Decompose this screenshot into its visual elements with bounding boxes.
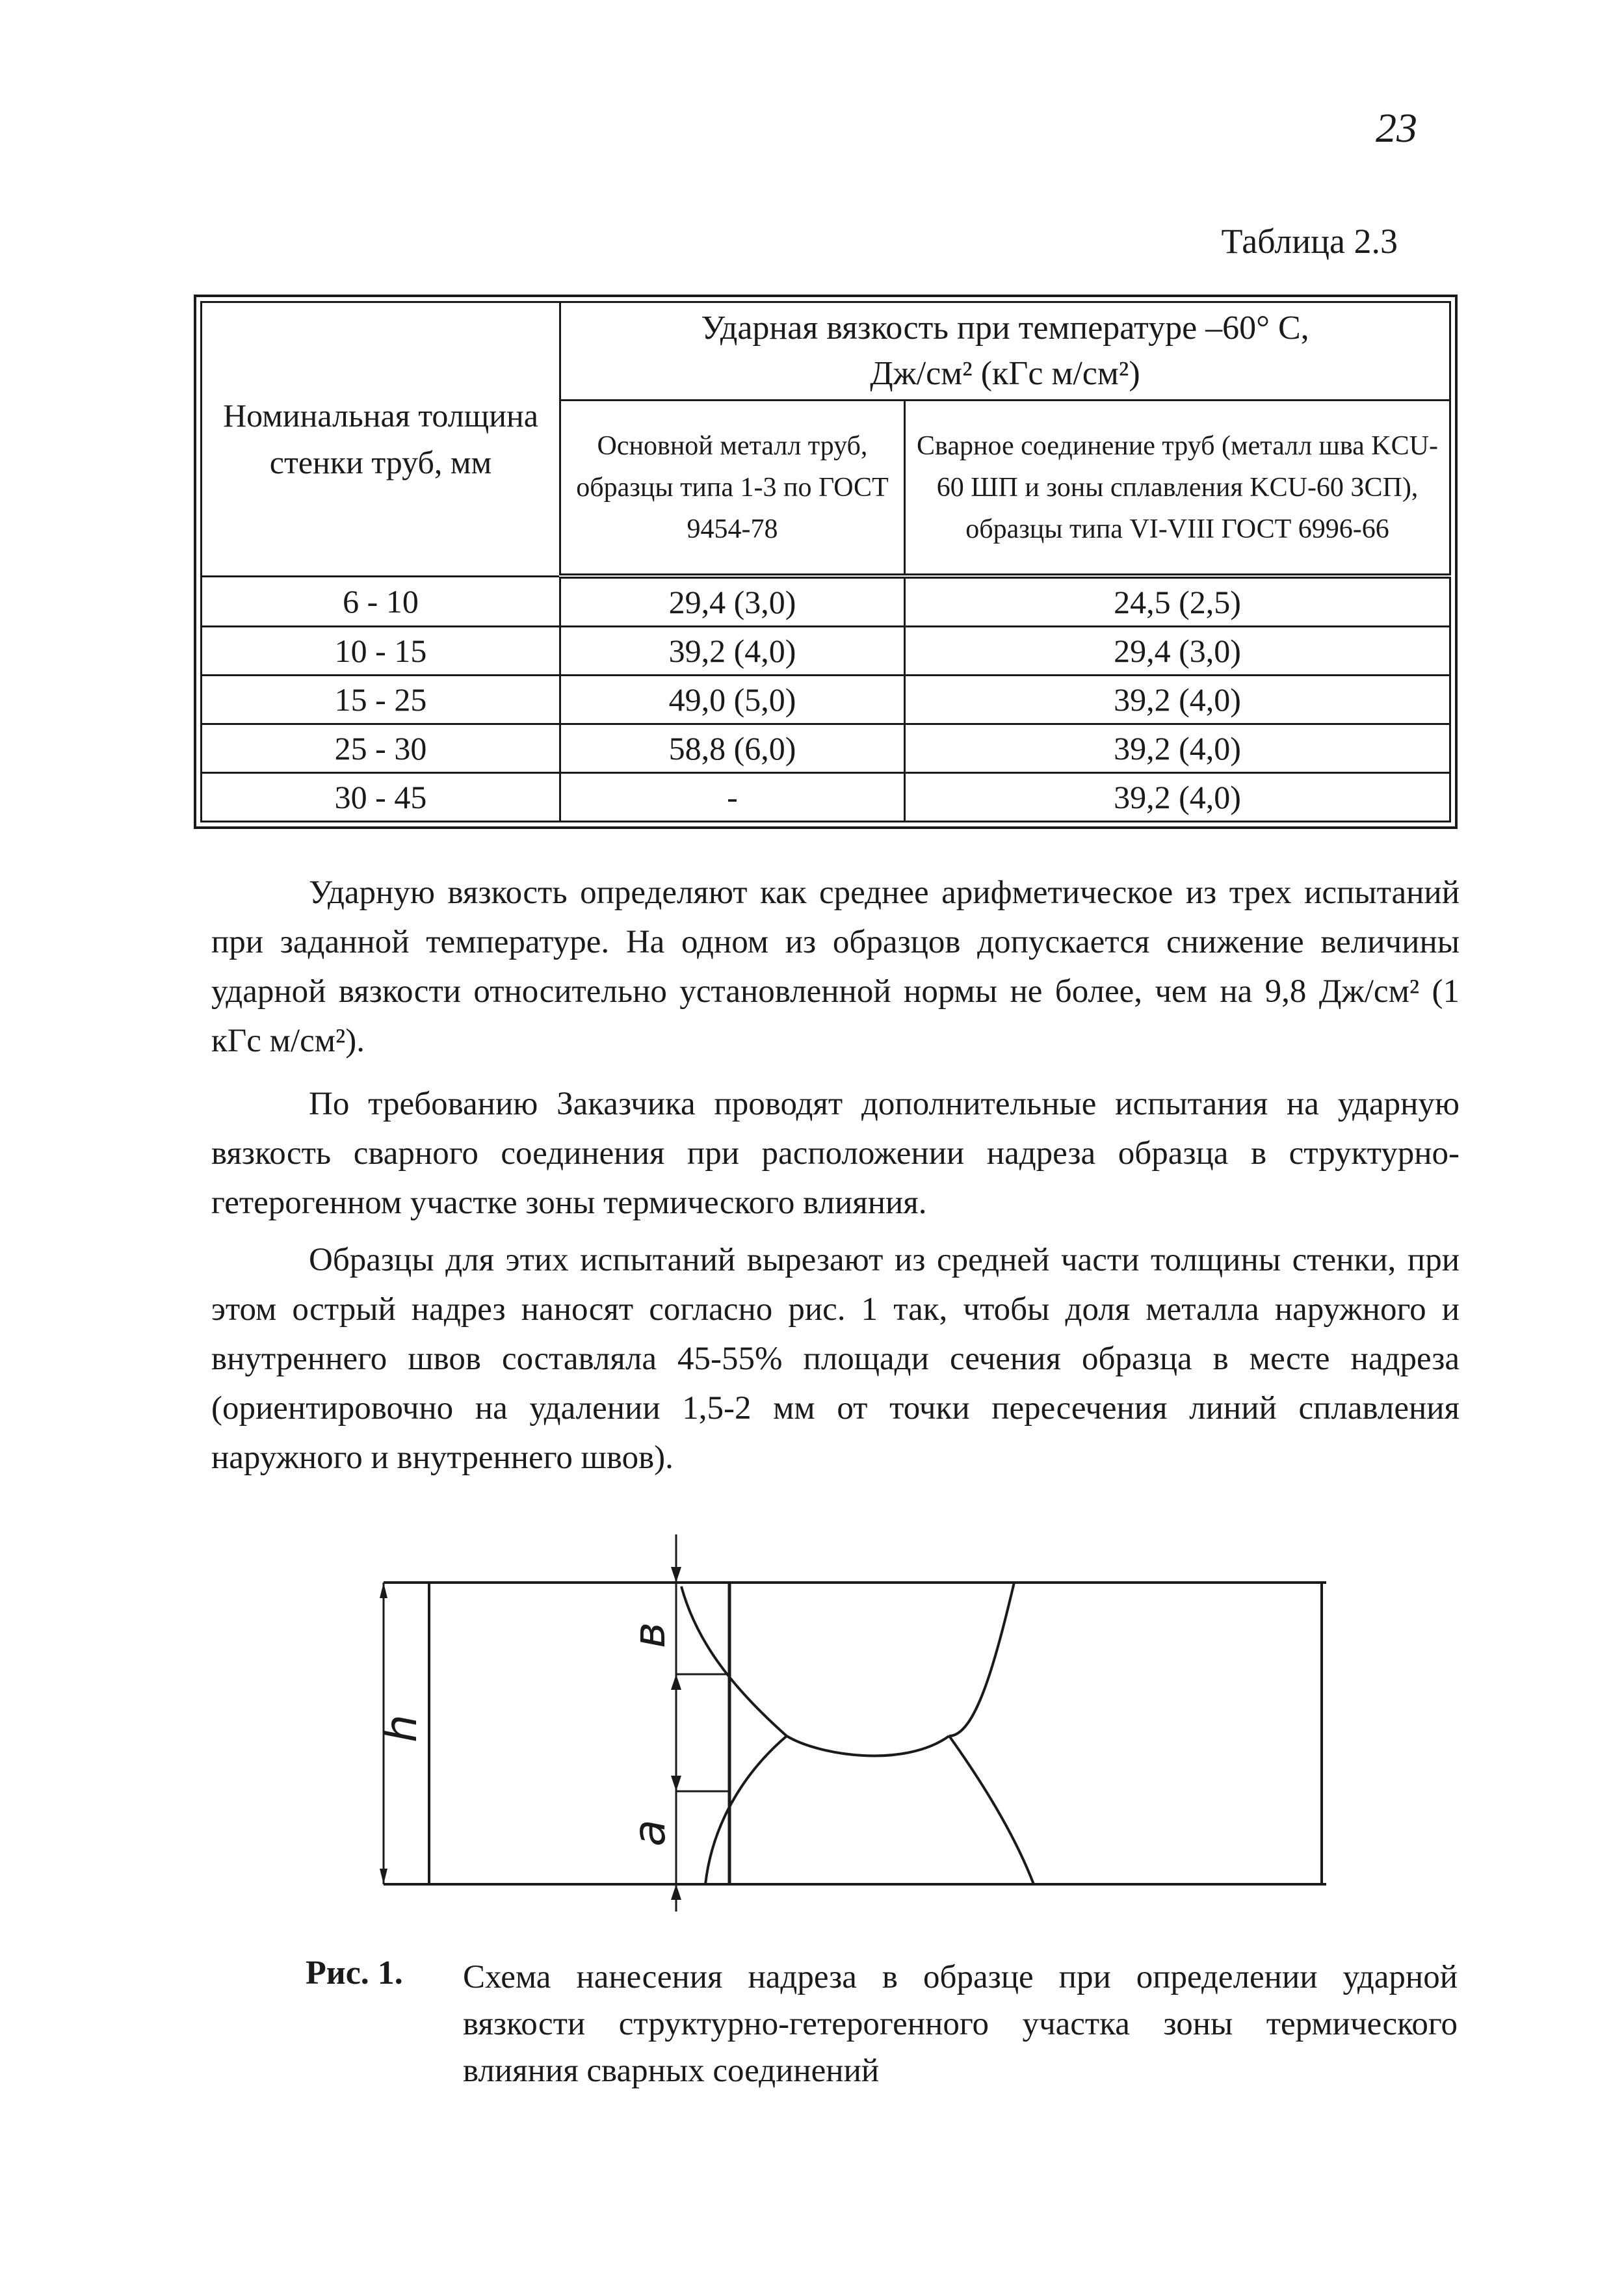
weld-cell: 39,2 (4,0) [905, 773, 1450, 822]
outer-weld-root [787, 1736, 949, 1755]
col-weld-header: Сварное соединение труб (металл шва KCU-60 ШП и зоны сплавления KCU-60 ЗСП), образцы типа VI-VIII ГОСТ 6996-66 [905, 401, 1450, 577]
paragraph-impact-definition: Ударную вязкость определяют как среднее арифметическое из трех испытаний при заданной температуре. На одном из образцов допускается снижение величины ударной вязкости относительно установленной нормы не более, чем на 9,8 Дж/см² (1 кГс м/см²). [211, 874, 1460, 1059]
thickness-cell: 30 - 45 [202, 773, 560, 822]
weld-cell: 39,2 (4,0) [905, 676, 1450, 724]
group-header-line2: Дж/см² (кГс м/см²) [870, 355, 1140, 392]
impact-strength-group-header [560, 302, 1450, 401]
label-a: a [624, 1819, 675, 1847]
base-metal-cell: 58,8 (6,0) [560, 724, 905, 773]
notch-scheme-diagram [364, 1521, 1352, 1951]
table-row [202, 576, 1450, 627]
table-caption: Таблица 2.3 [1221, 222, 1398, 261]
table-row [202, 627, 1450, 676]
table-row [202, 676, 1450, 724]
arrow-h-top [380, 1583, 387, 1598]
page-number: 23 [1376, 105, 1417, 151]
arrow-a-bottom [671, 1884, 681, 1900]
arrow-h-bottom [380, 1869, 387, 1884]
base-metal-cell: - [560, 773, 905, 822]
outer-weld-fusion-right [949, 1583, 1014, 1736]
base-metal-cell: 39,2 (4,0) [560, 627, 905, 676]
weld-cell: 24,5 (2,5) [905, 576, 1450, 627]
thickness-cell: 15 - 25 [202, 676, 560, 724]
table-row [202, 773, 1450, 822]
paragraph-specimen-cutting: Образцы для этих испытаний вырезают из средней части толщины стенки, при этом острый надрез наносят согласно рис. 1 так, чтобы доля металла наружного и внутреннего швов составляла 45-55% площади сечения образца в месте надреза (ориентировочно на удалении 1,5-2 мм от точки пересечения линий сплавления наружного и внутреннего швов). [211, 1242, 1460, 1476]
paragraph-additional-tests: По требованию Заказчика проводят дополнительные испытания на ударную вязкость сварного соединения при расположении надреза образца в структурно-гетерогенном участке зоны термического влияния. [211, 1086, 1460, 1221]
impact-strength-table [194, 295, 1458, 829]
base-metal-cell: 29,4 (3,0) [560, 576, 905, 627]
label-b: в [624, 1622, 675, 1648]
base-metal-cell: 49,0 (5,0) [560, 676, 905, 724]
arrow-b-bottom [671, 1674, 681, 1690]
thickness-cell: 6 - 10 [202, 576, 560, 627]
col-base-metal-header: Основной металл труб, образцы типа 1-3 по ГОСТ 9454-78 [560, 401, 905, 577]
label-h: h [376, 1714, 427, 1742]
arrow-b-top [671, 1567, 681, 1583]
outer-weld-fusion-left [681, 1586, 787, 1736]
thickness-cell: 10 - 15 [202, 627, 560, 676]
col-thickness-header: Номинальная толщина стенки труб, мм [202, 302, 560, 577]
figure-caption: Схема нанесения надреза в образце при определении ударной вязкости структурно-гетерогенного участка зоны термического влияния сварных соединений [463, 1959, 1458, 2089]
thickness-cell: 25 - 30 [202, 724, 560, 773]
table-row [202, 724, 1450, 773]
figure-label: Рис. 1. [306, 1954, 403, 1992]
group-header-line1: Ударная вязкость при температуре –60° С, [701, 309, 1309, 347]
notch-scheme-figure [364, 1521, 1352, 1951]
inner-weld-fusion-left [705, 1736, 787, 1884]
arrow-a-top [671, 1776, 681, 1791]
weld-cell: 39,2 (4,0) [905, 724, 1450, 773]
inner-weld-fusion-right [949, 1736, 1034, 1884]
weld-cell: 29,4 (3,0) [905, 627, 1450, 676]
